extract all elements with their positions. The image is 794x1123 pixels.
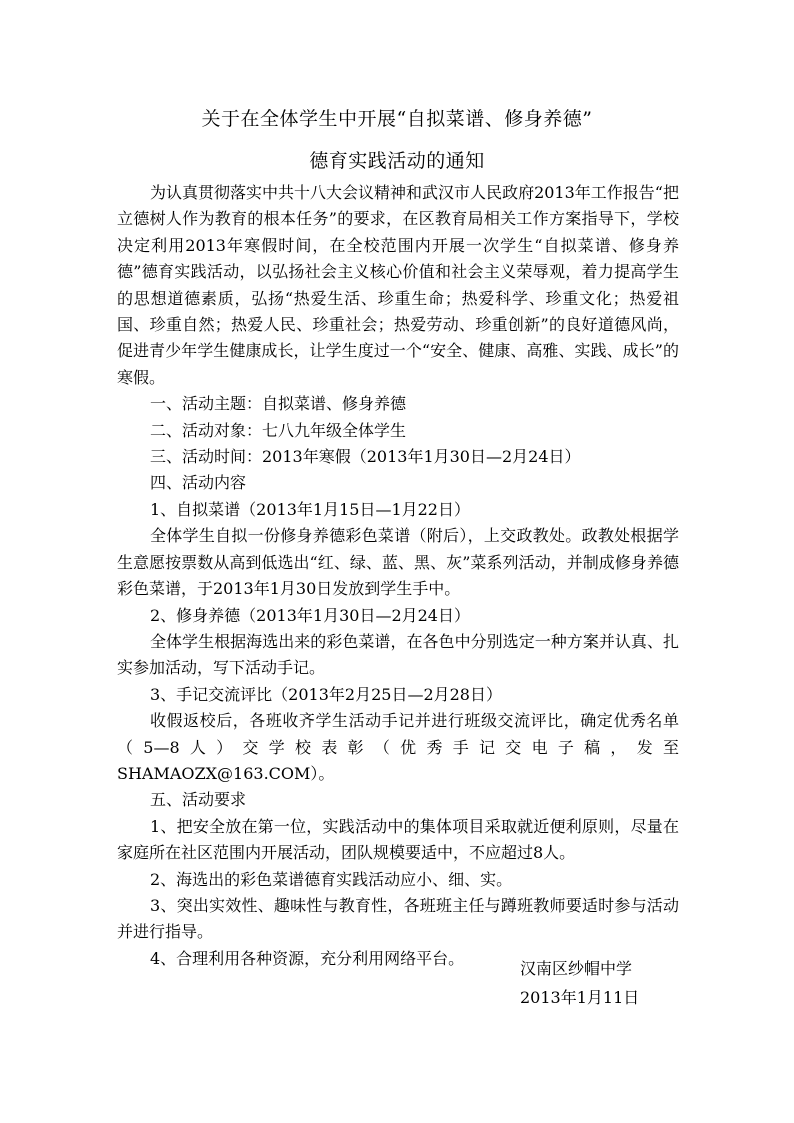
content-item-2-body: 全体学生根据海选出来的彩色菜谱，在各色中分别选定一种方案并认真、扎实参加活动，写下活动手记。: [117, 631, 679, 678]
section-requirements-heading: 五、活动要求: [150, 790, 247, 810]
content-item-3-heading: 3、手记交流评比（2013年2月25日—2月28日）: [150, 684, 502, 704]
intro-paragraph: 为认真贯彻落实中共十八大会议精神和武汉市人民政府2013年工作报告“把立德树人作为教育的根本任务”的要求，在区教育局相关工作方案指导下，学校决定利用2013年寒假时间，在全校范围内开展一次学生“自拟菜谱、修身养德”德育实践活动，以弘扬社会主义核心价值和社会主义荣辱观，着力提高学生的思想道德素质，弘扬“热爱生活、珍重生命；热爱科学、珍重文化；热爱祖国、珍重自然；热爱人民、珍重社会；热爱劳动、珍重创新”的良好道德风尚，促进青少年学生健康成长，让学生度过一个“安全、健康、高雅、实践、成长”的寒假。: [117, 183, 679, 387]
document-title-line-2: 德育实践活动的通知: [309, 150, 485, 172]
signature-school: 汉南区纱帽中学: [520, 959, 633, 978]
document-title-line-1: 关于在全体学生中开展“自拟菜谱、修身养德”: [201, 108, 593, 130]
requirement-3: 3、突出实效性、趣味性与教育性，各班班主任与蹲班教师要适时参与活动并进行指导。: [117, 895, 679, 942]
requirement-1: 1、把安全放在第一位，实践活动中的集体项目采取就近便利原则，尽量在家庭所在社区范围内开展活动，团队规模要适中，不应超过8人。: [117, 816, 679, 863]
requirement-2: 2、海选出的彩色菜谱德育实践活动应小、细、实。: [150, 869, 513, 889]
content-item-2-heading: 2、修身养德（2013年1月30日—2月24日）: [150, 605, 470, 625]
content-item-1-body: 全体学生自拟一份修身养德彩色菜谱（附后），上交政教处。政教处根据学生意愿按票数从高到低选出“红、绿、蓝、黑、灰”菜系列活动，并制成修身养德彩色菜谱，于2013年1月30日发放到学生手中。: [117, 526, 679, 599]
section-content-heading: 四、活动内容: [150, 473, 247, 493]
section-theme: 一、活动主题：自拟菜谱、修身养德: [150, 394, 407, 414]
signature-date: 2013年1月11日: [520, 988, 640, 1007]
section-time: 三、活动时间：2013年寒假（2013年1月30日—2月24日）: [150, 447, 581, 467]
requirement-4: 4、合理利用各种资源，充分利用网络平台。: [150, 948, 465, 968]
document-body: [117, 180, 679, 972]
section-target: 二、活动对象：七八九年级全体学生: [150, 420, 407, 440]
content-item-3-body: 收假返校后，各班收齐学生活动手记并进行班级交流评比，确定优秀名单（5—8人）交学校表彰（优秀手记交电子稿，发至SHAMAOZX@163.COM）。: [117, 711, 679, 783]
content-item-1-heading: 1、自拟菜谱（2013年1月15日—1月22日）: [150, 499, 470, 519]
